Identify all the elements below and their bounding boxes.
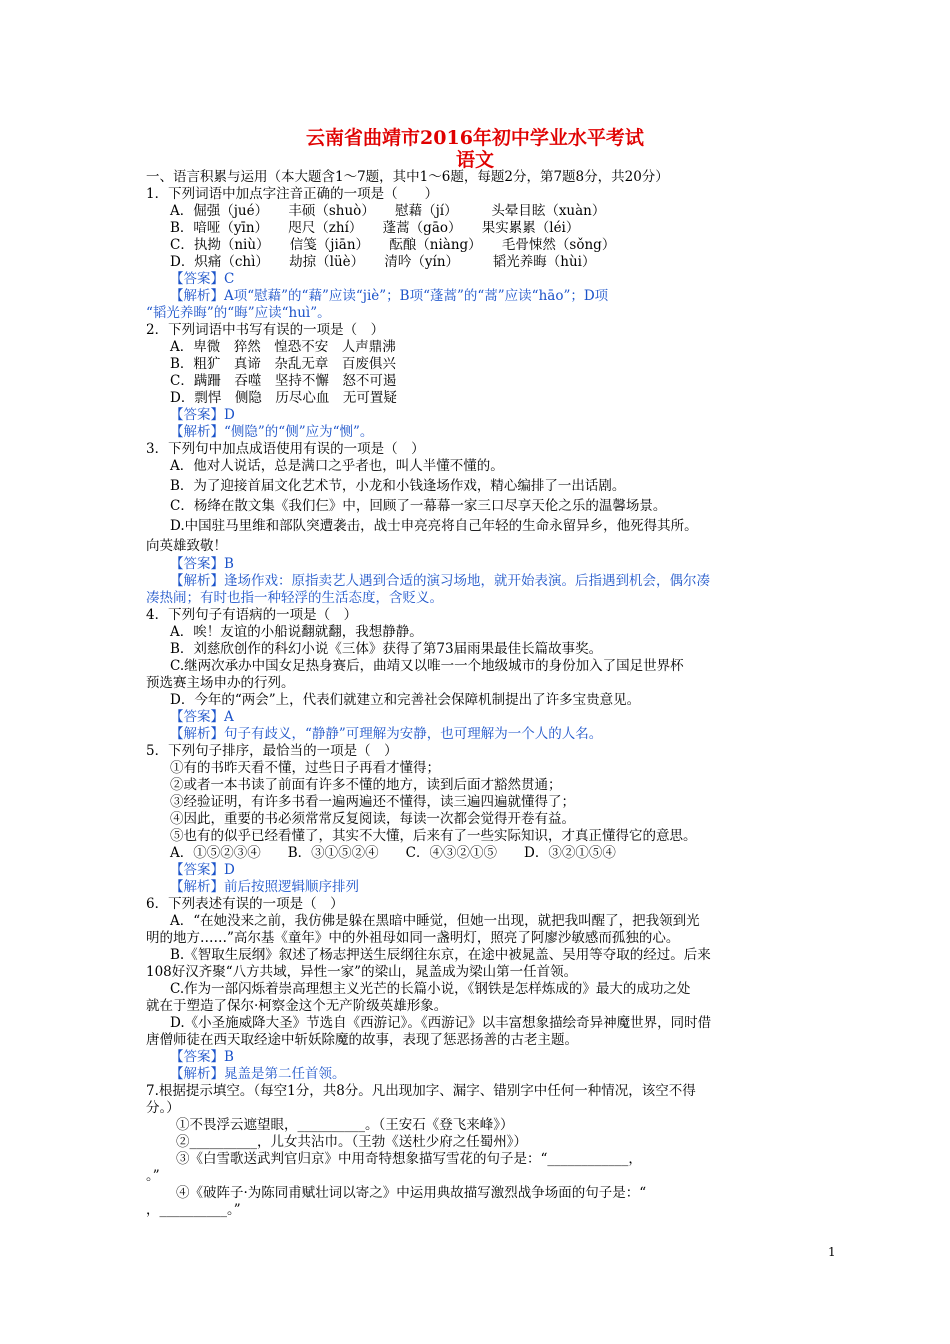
- text-line: D.《小圣施威降大圣》节选自《西游记》。《西游记》以丰富想象描绘奇异神魔世界，同时借: [170, 1015, 712, 1031]
- text-line: D.中国驻马里维和部队突遭袭击，战士申亮亮将自己年轻的生命永留异乡，他死得其所。: [170, 518, 698, 534]
- text-line: 2．下列词语中书写有误的一项是（ ）: [146, 322, 385, 338]
- answer-line: 【解析】句子有歧义，“静静”可理解为安静，也可理解为一个人的人名。: [170, 726, 603, 742]
- text-line: 1．下列词语中加点字注音正确的一项是（ ）: [146, 186, 439, 202]
- answer-line: 【解析】前后按照逻辑顺序排列: [170, 879, 359, 895]
- answer-line: 【答案】B: [170, 1049, 234, 1065]
- text-line: B．刘慈欣创作的科幻小说《三体》获得了第73届雨果最佳长篇故事奖。: [170, 641, 603, 657]
- text-line: ⑤也有的似乎已经看懂了，其实不大懂，后来有了一些实际知识，才真正懂得它的意思。: [170, 828, 697, 844]
- text-line: B．为了迎接首届文化艺术节，小龙和小钱逢场作戏，精心编排了一出话剧。: [170, 478, 626, 494]
- text-line: 预选赛主场申办的行列。: [146, 675, 295, 691]
- text-line: C.作为一部闪烁着崇高理想主义光芒的长篇小说，《钢铁是怎样炼成的》最大的成功之处: [170, 981, 691, 997]
- text-line: 4．下列句子有语病的一项是（ ）: [146, 607, 358, 623]
- text-line: C．杨绛在散文集《我们仨》中，回顾了一幕幕一家三口尽享天伦之乐的温馨场景。: [170, 498, 667, 514]
- text-line: ①不畏浮云遮望眼，__________。（王安石《登飞来峰》）: [176, 1117, 514, 1133]
- text-line: ①有的书昨天看不懂，过些日子再看才懂得；: [170, 760, 440, 776]
- text-line: A．唉！友谊的小船说翻就翻，我想静静。: [170, 624, 423, 640]
- text-line: D．今年的“两会”上，代表们就建立和完善社会保障机制提出了许多宝贵意见。: [170, 692, 641, 708]
- text-line: B.《智取生辰纲》叙述了杨志押送生辰纲往东京，在途中被晁盖、吴用等夺取的经过。后来: [170, 947, 711, 963]
- text-line: ②或者一本书读了前面有许多不懂的地方，读到后面才豁然贯通；: [170, 777, 562, 793]
- text-line: A．他对人说话，总是满口之乎者也，叫人半懂不懂的。: [170, 458, 504, 474]
- page-title: 云南省曲靖市2016年初中学业水平考试: [306, 127, 644, 149]
- text-line: 分。）: [146, 1100, 180, 1116]
- answer-line: 【答案】C: [170, 271, 235, 287]
- text-line: B．粗犷 真谛 杂乱无章 百废俱兴: [170, 356, 396, 372]
- text-line: ④《破阵子·为陈同甫赋壮词以寄之》中运用典故描写激烈战争场面的句子是：“: [176, 1185, 647, 1201]
- text-line: 明的地方……”高尔基《童年》中的外祖母如同一盏明灯，照亮了阿廖沙敏感而孤独的心。: [146, 930, 680, 946]
- answer-line: 【答案】D: [170, 407, 235, 423]
- text-line: C．蹒跚 吞噬 坚持不懈 怒不可遏: [170, 373, 397, 389]
- text-line: 向英雄致敬！: [146, 538, 227, 554]
- text-line: 就在于塑造了保尔·柯察金这个无产阶级英雄形象。: [146, 998, 448, 1014]
- text-line: ，__________。”: [146, 1202, 241, 1218]
- text-line: 7.根据提示填空。（每空1分，共8分。凡出现加字、漏字、错别字中任何一种情况，该空不得: [146, 1083, 696, 1099]
- answer-line: 【解析】晁盖是第二任首领。: [170, 1066, 346, 1082]
- text-line: 108好汉齐聚“八方共域，异性一家”的梁山，晁盖成为梁山第一任首领。: [146, 964, 578, 980]
- text-line: A．卑微 猝然 惶恐不安 人声鼎沸: [170, 339, 396, 355]
- text-line: 3．下列句中加点成语使用有误的一项是（ ）: [146, 441, 425, 457]
- text-line: D．炽痛（chì） 劫掠（lüè） 清吟（yín） 韬光养晦（hùi）: [170, 254, 596, 270]
- answer-line: 【答案】D: [170, 862, 235, 878]
- answer-line: “韬光养晦”的“晦”应读“huì”。: [146, 305, 331, 321]
- text-line: D．剽悍 侧隐 历尽心血 无可置疑: [170, 390, 397, 406]
- answer-line: 【解析】逢场作戏：原指卖艺人遇到合适的演习场地，就开始表演。后指遇到机会，偶尔凑: [170, 573, 710, 589]
- text-line: A．倔强（jué） 丰硕（shuò） 慰藉（jí） 头晕目眩（xuàn）: [170, 203, 606, 219]
- page-number: 1: [828, 1245, 836, 1259]
- answer-line: 【答案】B: [170, 556, 234, 572]
- text-line: ③《白雪歌送武判官归京》中用奇特想象描写雪花的句子是：“____________，: [176, 1151, 642, 1167]
- text-line: ④因此，重要的书必须常常反复阅读，每读一次都会觉得开卷有益。: [170, 811, 575, 827]
- text-line: 唐僧师徒在西天取经途中斩妖除魔的故事，表现了惩恶扬善的古老主题。: [146, 1032, 578, 1048]
- text-line: A．“在她没来之前，我仿佛是躲在黑暗中睡觉，但她一出现，就把我叫醒了，把我领到光: [170, 913, 700, 929]
- text-line: B．喑哑（yīn） 咫尺（zhí） 蓬蒿（gāo） 果实累累（léi）: [170, 220, 580, 236]
- text-line: 5．下列句子排序，最恰当的一项是（ ）: [146, 743, 398, 759]
- text-line: 。”: [146, 1168, 160, 1184]
- text-line: 一、语言积累与运用（本大题含1～7题，其中1～6题，每题2分，第7题8分，共20分）: [146, 169, 669, 185]
- text-line: A．①⑤②③④ B．③①⑤②④ C．④③②①⑤ D．③②①⑤④: [170, 845, 616, 861]
- answer-line: 【解析】“侧隐”的“侧”应为“恻”。: [170, 424, 374, 440]
- text-line: C．执拗（niù） 信笺（jiān） 酝酿（niàng） 毛骨悚然（sǒng）: [170, 237, 616, 253]
- text-line: C.继两次承办中国女足热身赛后，曲靖又以唯一一个地级城市的身份加入了国足世界杯: [170, 658, 684, 674]
- text-line: 6．下列表述有误的一项是（ ）: [146, 896, 344, 912]
- page-subtitle: 语文: [455, 149, 494, 171]
- text-line: ③经验证明，有许多书看一遍两遍还不懂得，读三遍四遍就懂得了；: [170, 794, 575, 810]
- answer-line: 【答案】A: [170, 709, 234, 725]
- answer-line: 【解析】A项“慰藉”的“藉”应读“jiè”；B项“蓬蒿”的“蒿”应读“hāo”；D项: [170, 288, 609, 304]
- text-line: ②__________，儿女共沾巾。（王勃《送杜少府之任蜀州》）: [176, 1134, 527, 1150]
- answer-line: 凑热闹；有时也指一种轻浮的生活态度，含贬义。: [146, 590, 443, 606]
